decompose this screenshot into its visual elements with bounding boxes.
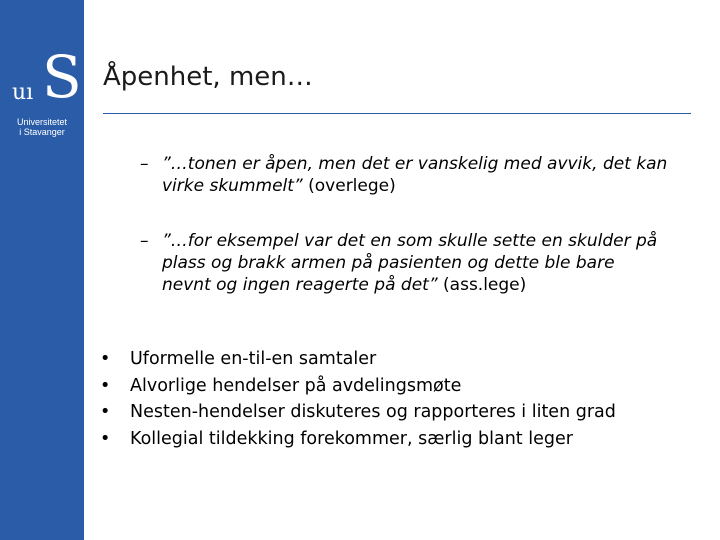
bullet-item: • Alvorlige hendelser på avdelingsmøte — [100, 375, 462, 396]
dash: – — [140, 231, 149, 251]
quote-source: (overlege) — [302, 176, 396, 196]
bullet-item: • Uformelle en-til-en samtaler — [100, 349, 377, 369]
quote-source: (ass.lege) — [437, 275, 527, 295]
sidebar — [0, 0, 84, 540]
logo-mark: S — [42, 43, 82, 111]
quote-2 — [140, 230, 667, 296]
bullet-text: Alvorlige hendelser på avdelingsmøte — [130, 375, 462, 396]
quote-text: ”…for eksempel var det en som skulle sette en skulder på plass og brakk armen på pasienten og dette ble bare nevnt og ingen reagerte på det” — [162, 231, 658, 295]
logo-text — [10, 117, 74, 137]
bullet-text: Kollegial tildekking forekommer, særlig blant leger — [130, 428, 573, 449]
slide-title: Åpenhet, men… — [103, 62, 313, 92]
dash: – — [140, 154, 149, 174]
bullet-item: • Kollegial tildekking forekommer, særlig blant leger — [100, 428, 573, 449]
quote-text: ”…tonen er åpen, men det er vanskelig med avvik, det kan virke skummelt” — [162, 154, 668, 196]
quote-1 — [140, 153, 682, 197]
bullet-text: Uformelle en-til-en samtaler — [130, 349, 377, 369]
logo-mark-ui: uı — [12, 80, 34, 105]
bullet-text: Nesten-hendelser diskuteres og rapporteres i liten grad — [130, 402, 616, 422]
bullet-item: • Nesten-hendelser diskuteres og rapporteres i liten grad — [100, 402, 616, 422]
logo-line1: Universitetet — [16, 117, 68, 127]
bullet-list — [100, 346, 616, 452]
logo-line2: i Stavanger — [19, 127, 65, 137]
title-divider — [103, 113, 691, 114]
